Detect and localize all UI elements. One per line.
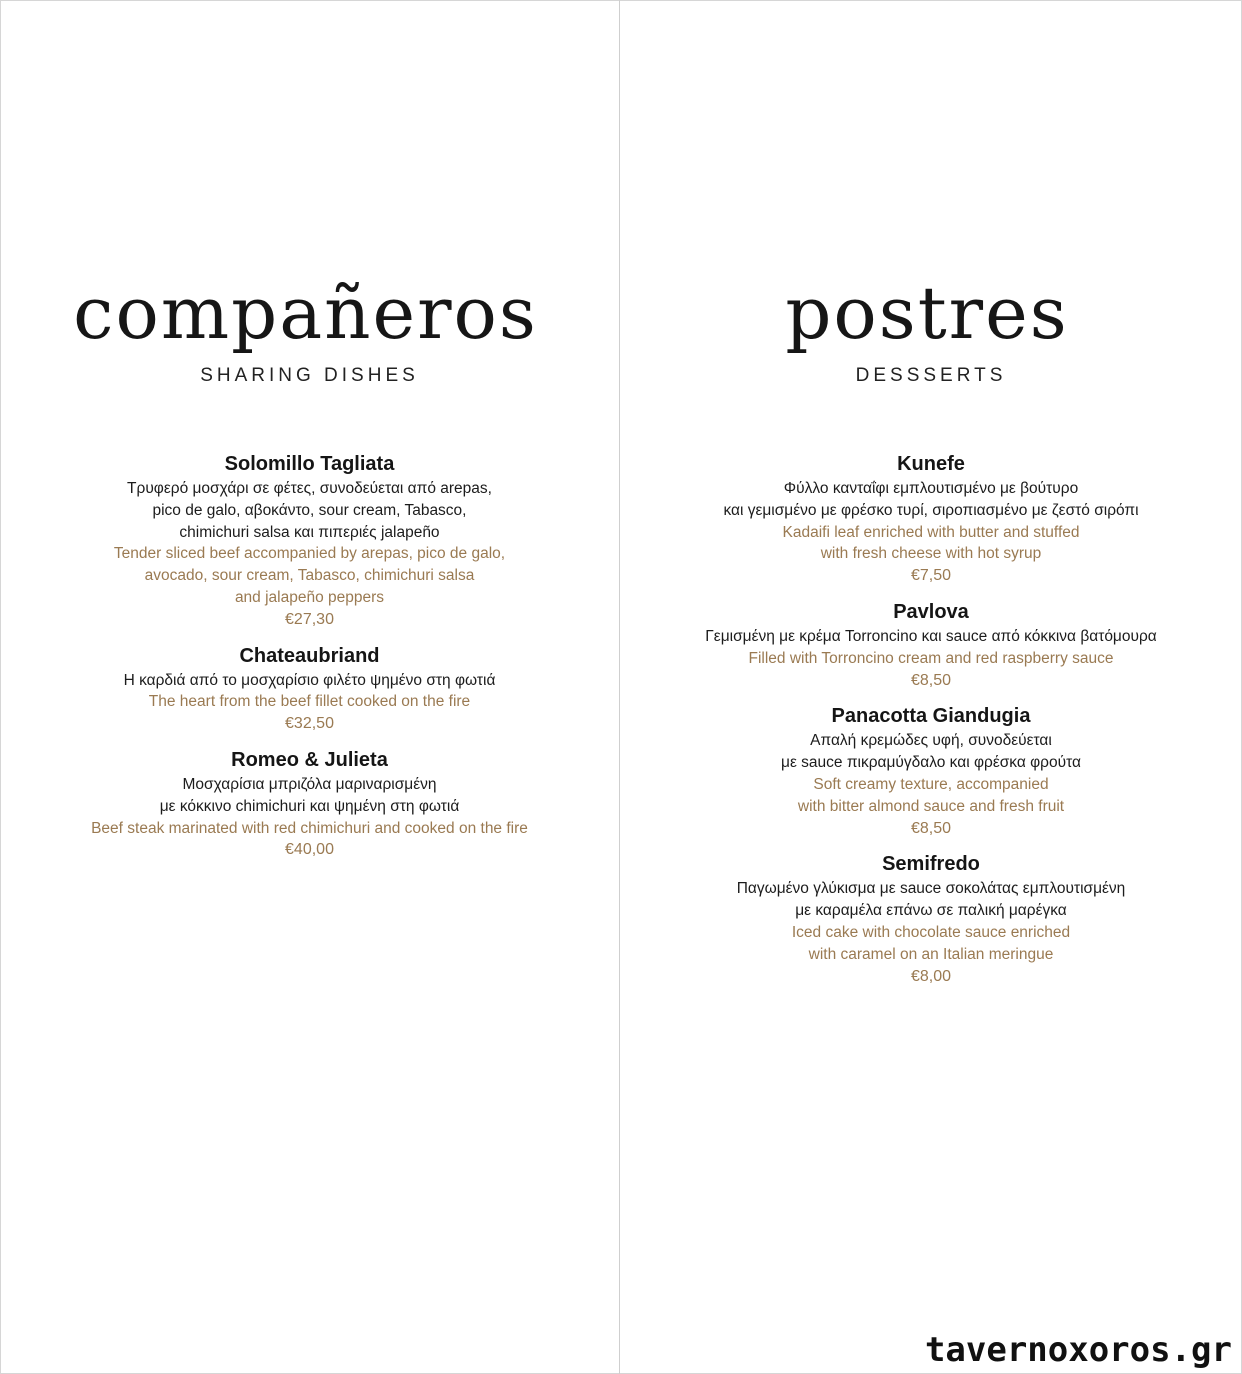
dish-list [0,450,619,872]
dish-list [620,450,1242,998]
dish-price: €27,30 [285,610,334,628]
dish-name: Pavlova [893,600,969,623]
dish-description-english: with caramel on an Italian meringue [808,945,1054,963]
desserts-page [620,0,1242,1374]
menu-item [620,598,1242,691]
dish-description-greek: Τρυφερό μοσχάρι σε φέτες, συνοδεύεται από arepas, [127,480,492,497]
section-subheading: DESSSERTS [855,365,1007,386]
dish-description-english: The heart from the beef fillet cooked on the fire [148,693,471,711]
dish-price: €8,50 [910,819,952,837]
dish-price: €7,50 [910,567,952,585]
dish-description-greek: Απαλή κρεμώδες υφή, συνοδεύεται [810,732,1052,750]
dish-description-english: Kadaifi leaf enriched with butter and stuffed [782,523,1080,541]
dish-description-english: Soft creamy texture, accompanied [813,775,1049,793]
dish-name: Romeo & Julieta [231,748,388,771]
dish-name: Kunefe [897,453,965,475]
dish-description-english: with bitter almond sauce and fresh fruit [797,797,1065,815]
menu-item [620,850,1242,987]
menu-item [0,642,619,735]
dish-description-greek: Φύλλο κανταΐφι εμπλουτισμένο με βούτυρο [783,480,1079,497]
dish-description-greek: Γεμισμένη με κρέμα Torroncino και sauce από κόκκινα βατόμουρα [705,627,1157,645]
section-heading: postres [785,271,1069,355]
dish-name: Chateaubriand [239,644,380,667]
menu-item [0,746,619,861]
dish-price: €8,00 [910,967,952,985]
dish-description-greek: με κόκκινο chimichuri και ψημένη στη φωτιά [159,797,460,815]
dish-description-greek: με καραμέλα επάνω σε παλική μαρέγκα [795,902,1067,920]
dish-description-greek: chimichuri salsa και πιπεριές jalapeño [179,523,440,541]
dish-description-english: Beef steak marinated with red chimichuri and cooked on the fire [91,819,528,837]
dish-price: €8,50 [910,671,952,689]
menu-item [620,702,1242,839]
dish-description-english: Filled with Torroncino cream and red raspberry sauce [748,649,1114,667]
dish-description-english: avocado, sour cream, Tabasco, chimichuri salsa [144,567,475,585]
dish-description-greek: με sauce πικραμύγδαλο και φρέσκα φρούτα [781,754,1081,772]
dish-price: €32,50 [285,715,334,733]
dish-description-greek: Η καρδιά από το μοσχαρίσιο φιλέτο ψημένο στη φωτιά [123,671,496,689]
dish-description-english: Iced cake with chocolate sauce enriched [791,923,1071,941]
dish-name: Panacotta Giandugia [831,705,1031,728]
menu-item [620,450,1242,587]
dish-description-greek: και γεμισμένο με φρέσκο τυρί, σιροπιασμένο με ζεστό σιρόπι [723,501,1139,519]
dish-description-greek: Παγωμένο γλύκισμα με sauce σοκολάτας εμπλουτισμένη [736,880,1126,898]
dish-price: €40,00 [285,841,334,859]
dish-name: Solomillo Tagliata [224,453,395,475]
sharing-dishes-page [0,0,619,1374]
dish-description-greek: pico de galo, αβοκάντο, sour cream, Tabasco, [152,501,467,519]
dish-description-english: Tender sliced beef accompanied by arepas, pico de galo, [113,545,506,563]
dish-description-english: with fresh cheese with hot syrup [820,545,1042,563]
dish-name: Semifredo [882,853,980,876]
dish-description-english: and jalapeño peppers [234,588,385,606]
dish-description-greek: Μοσχαρίσια μπριζόλα μαριναρισμένη [182,775,437,793]
section-subheading: SHARING DISHES [200,365,419,386]
section-heading: compañeros [73,271,538,355]
menu-item [0,450,619,631]
watermark: tavernoxoros.gr [924,1330,1232,1370]
